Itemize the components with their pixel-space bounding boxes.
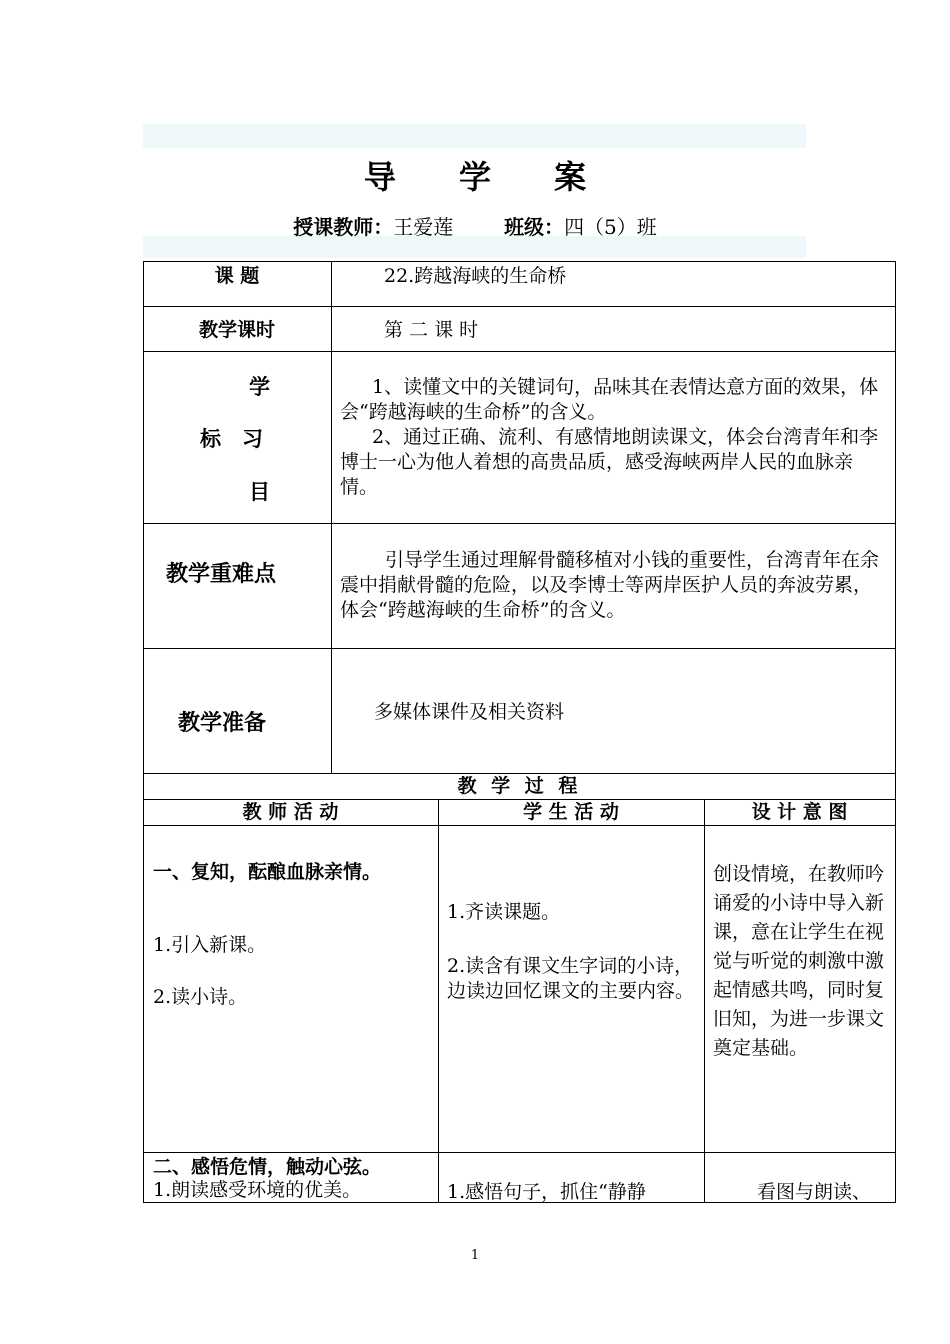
key-points-label: 教学重难点 [166, 562, 277, 587]
section1-student-item-1: 1.齐读课题。 [447, 901, 561, 923]
period-label: 教学课时 [198, 319, 275, 341]
page-number: 1 [470, 1248, 480, 1263]
section1-student-item-2: 2.读含有课文生字词的小诗，边读边回忆课文的主要内容。 [447, 955, 695, 1002]
section2-teacher-item-1: 1.朗读感受环境的优美。 [153, 1179, 362, 1201]
key-points-text: 引导学生通过理解骨髓移植对小钱的重要性，台湾青年在余震中捐献骨髓的危险，以及李博士等两岸医护人员的奔波劳累，体会“跨越海峡的生命桥”的含义。 [340, 549, 880, 621]
section2-student-item-1: 1.感悟句子，抓住“静静 [447, 1181, 646, 1203]
objective-1: 1、读懂文中的关键词句，品味其在表情达意方面的效果，体会“跨越海峡的生命桥”的含义。 [340, 376, 879, 423]
topic-value: 22.跨越海峡的生命桥 [384, 265, 567, 287]
objectives-label-line1: 学 [249, 375, 270, 399]
prep-value: 多媒体课件及相关资料 [374, 701, 565, 723]
page-title: 导 学 案 [363, 158, 613, 196]
prep-label: 教学准备 [178, 711, 267, 736]
teacher-class-line [0, 211, 950, 240]
process-title: 教 学 过 程 [457, 775, 582, 797]
class-label: 班级： [504, 215, 565, 239]
period-value: 第 二 课 时 [384, 319, 479, 341]
class-value: 四（5）班 [564, 215, 657, 239]
teacher-name: 王爱莲 [393, 215, 454, 239]
topic-label: 课 题 [214, 265, 260, 287]
objectives-label-line2: 标 习 [200, 427, 263, 451]
column-teacher-activity: 教 师 活 动 [242, 801, 339, 823]
column-design-intent: 设 计 意 图 [751, 801, 848, 823]
section1-teacher-item-1: 1.引入新课。 [153, 934, 267, 956]
section1-teacher-heading: 一、复知，酝酿血脉亲情。 [153, 861, 382, 883]
teacher-label: 授课教师： [293, 215, 394, 239]
objective-2: 2、通过正确、流利、有感情地朗读课文，体会台湾青年和李博士一心为他人着想的高贵品质，感受海峡两岸人民的血脉亲情。 [340, 426, 879, 498]
column-student-activity: 学 生 活 动 [523, 801, 619, 823]
section1-design-intent: 创设情境，在教师吟诵爱的小诗中导入新课，意在让学生在视觉与听觉的刺激中激起情感共鸣，同时复旧知，为进一步课文奠定基础。 [713, 863, 885, 1059]
section2-design-intent: 看图与朗读、 [757, 1181, 872, 1203]
objectives-label-line3: 目 [249, 480, 270, 504]
section2-teacher-heading: 二、感悟危情，触动心弦。 [153, 1156, 382, 1178]
header-band-top [143, 124, 806, 148]
section1-teacher-item-2: 2.读小诗。 [153, 986, 248, 1008]
